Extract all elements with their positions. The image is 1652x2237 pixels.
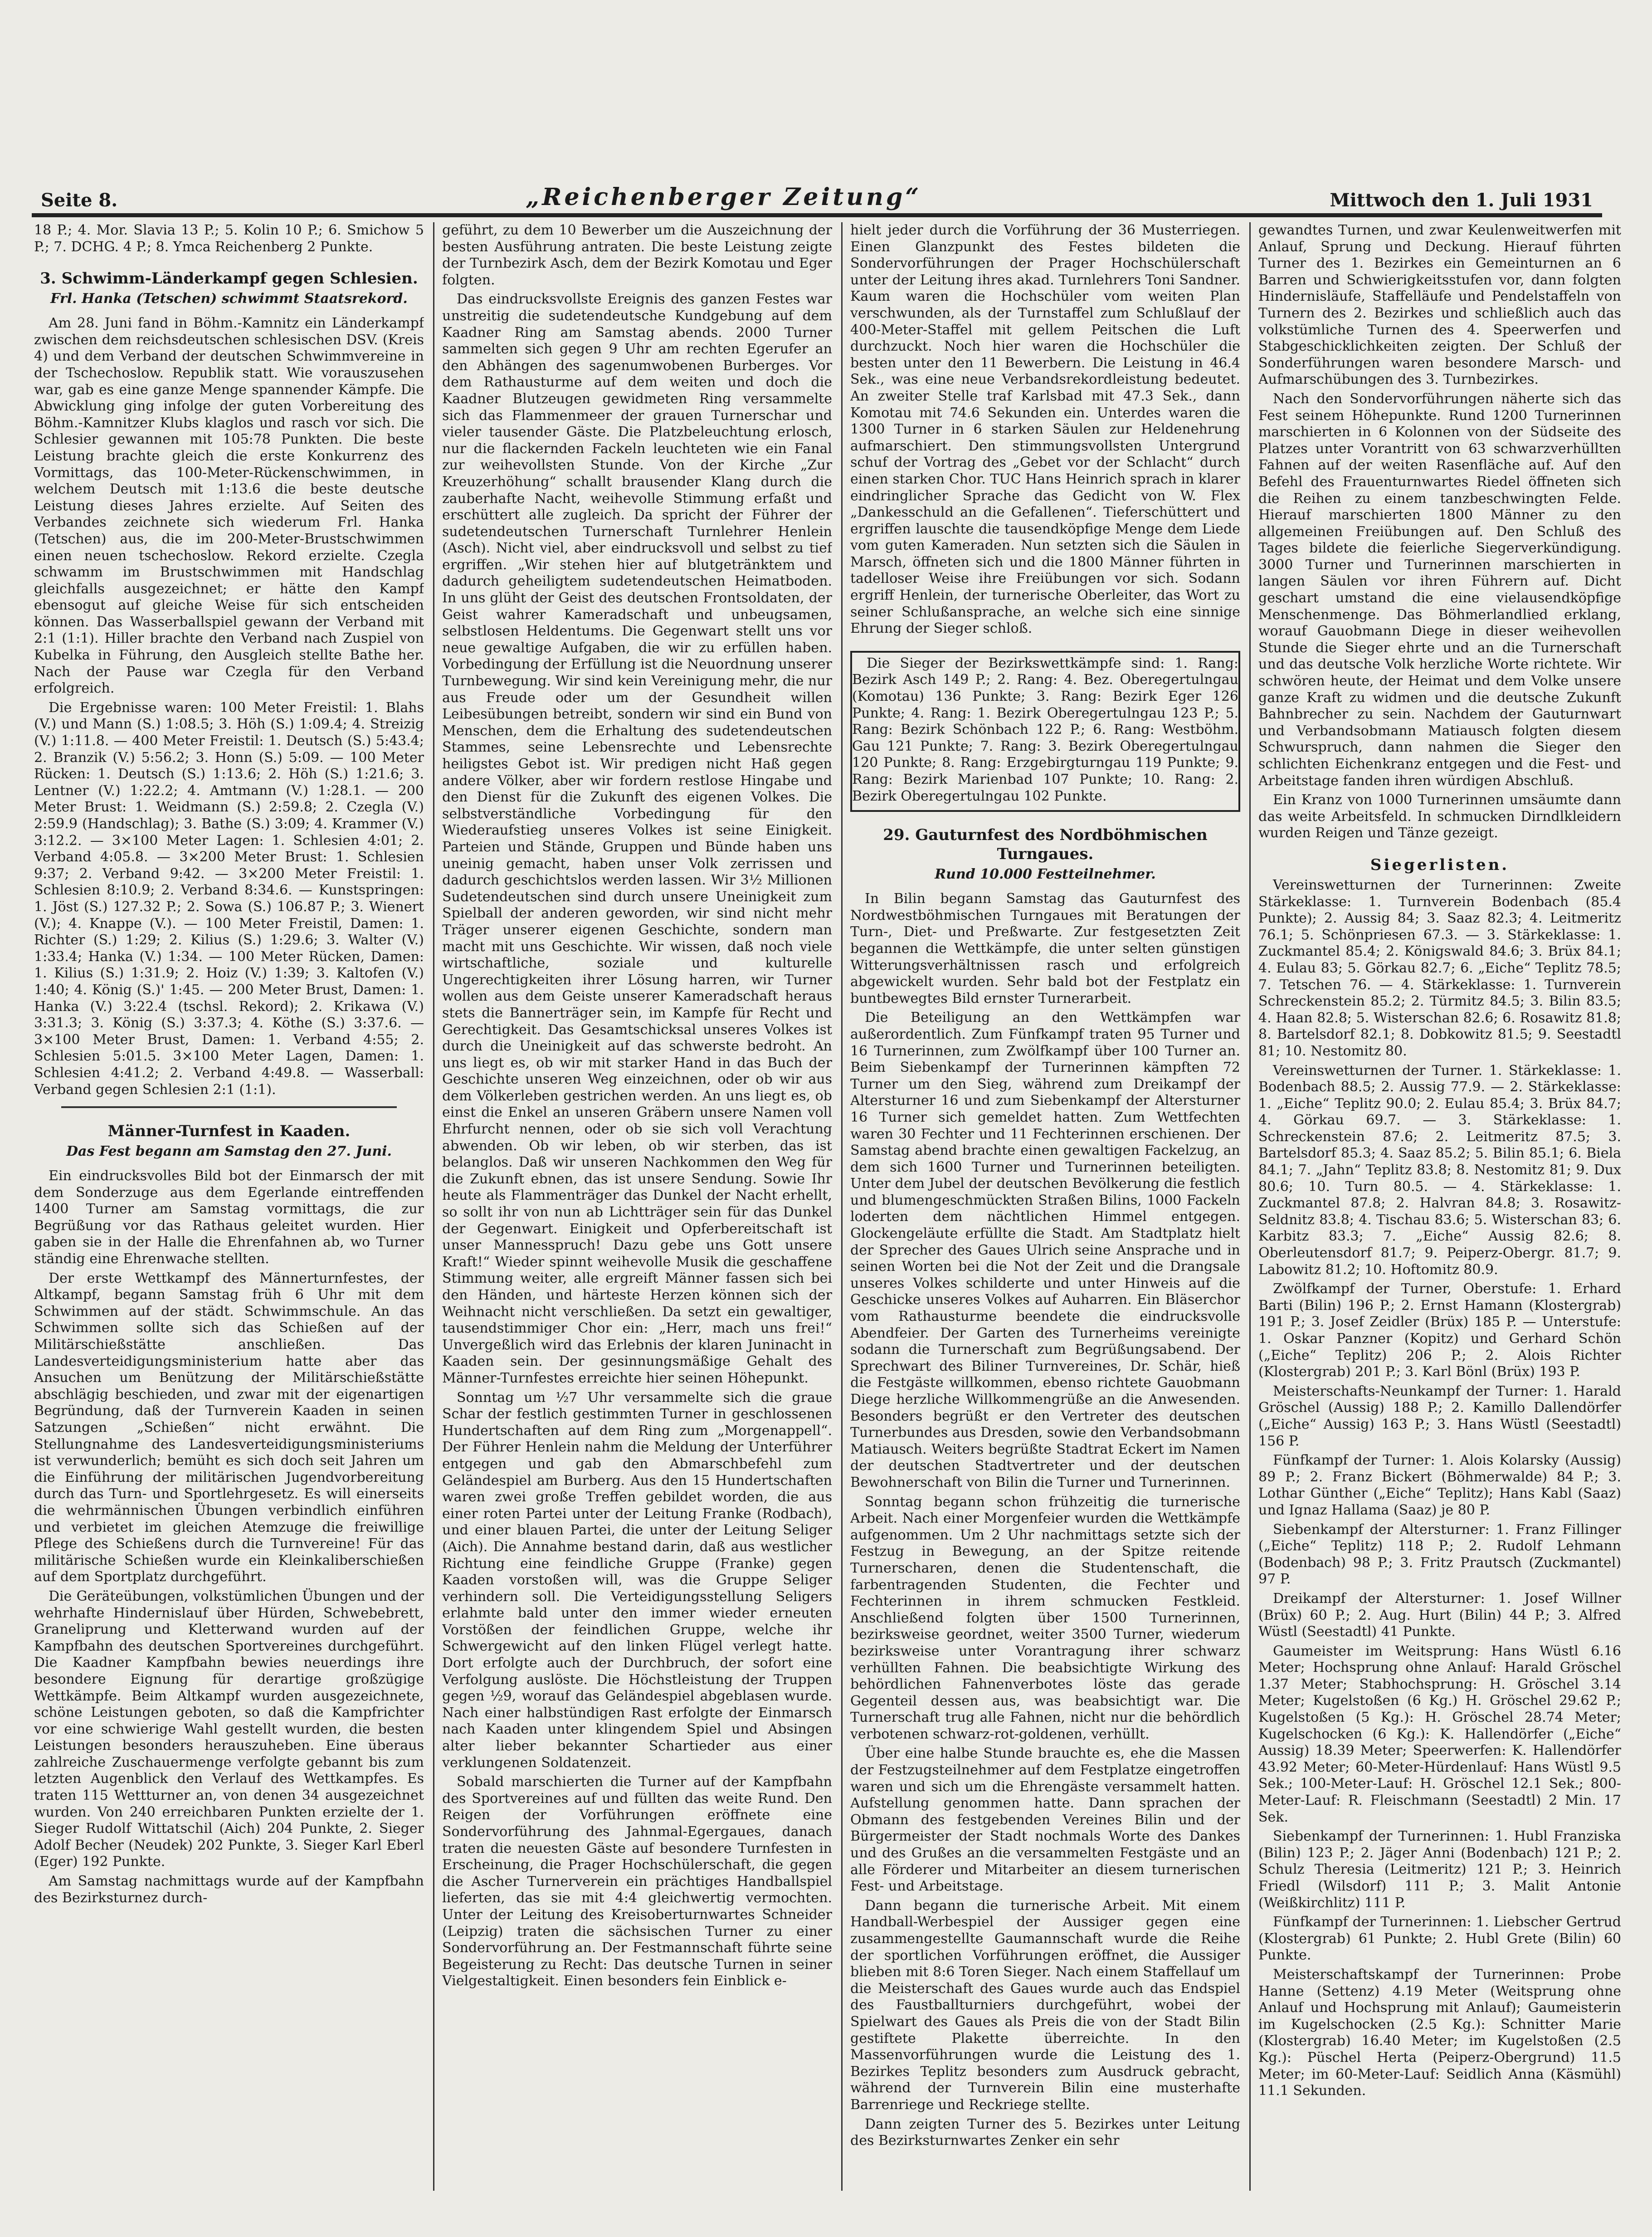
results-paragraph: Dreikampf der Altersturner: 1. Josef Willner (Brüx) 60 P.; 2. Aug. Hurt (Bilin) 44 P.; 3. Alfred Wüstl (Seestadtl) 41 Punkte.	[1258, 1590, 1621, 1640]
paragraph: Der erste Wettkampf des Männerturnfestes, der Altkampf, begann Samstag früh 6 Uhr mit dem Schwimmen auf der städt. Schwimmschule. An das Schwimmen sollte sich das Schießen auf der Militärschießstätte anschließen. Das Landesverteidigungsministerium hatte aber das Ansuchen um Benützung der Militärschießstätte abschlägig beschieden, und zwar mit der eigenartigen Begründung, daß der Turnverein Kaaden in seinen Satzungen „Schießen“ nicht erwähnt. Die Stellungnahme des Landesverteidigungsministeriums ist verwunderlich; bemüht es sich doch seit Jahren um die Einführung der militärischen Jugendvorbereitung durch das Turn- und Sportlehrgesetz. Es will einerseits die wehrmännischen Übungen verbindlich einführen und verbietet im gleichen Atemzuge die freiwillige Pflege des Schießens durch die Turnvereine! Für das militärische Schießen wurde ein Kleinkaliberschießen auf dem Sportplatz durchgeführt.	[34, 1270, 424, 1585]
paragraph: Am 28. Juni fand in Böhm.-Kamnitz ein Länderkampf zwischen dem reichsdeutschen schlesischen DSV. (Kreis 4) und dem Verband der deutschen Schwimmvereine in der Tschechoslow. Republik statt. Wie vorauszusehen war, gab es eine ganze Menge spannender Kämpfe. Die Abwicklung ging infolge der guten Vorbereitung des Böhm.-Kamnitzer Klubs klaglos und rasch vor sich. Die Schlesier gewannen mit 105:78 Punkten. Die beste Leistung brachte gleich die erste Konkurrenz des Vormittags, das 100-Meter-Rückenschwimmen, in welchem Deutsch mit 1:13.6 die beste deutsche Leistung dieses Jahres erzielte. Auf Seiten des Verbandes zeichnete sich wiederum Frl. Hanka (Tetschen) aus, die im 200-Meter-Brustschwimmen einen neuen tschechoslow. Rekord erzielte. Czegla schwamm im Brustschwimmen mit Handschlag gleichfalls ausgezeichnet; er hätte den Kampf ebensogut auf gleiche Weise für sich entscheiden können. Das Wasserballspiel gewann der Verband mit 2:1 (1:1). Hiller brachte den Verband nach Zuspiel von Kubelka in Führung, den Ausgleich stellte Bathe her. Nach der Pause war Czegla für den Verband erfolgreich.	[34, 315, 424, 697]
paragraph: geführt, zu dem 10 Bewerber um die Auszeichnung der besten Ausführung antraten. Die beste Leistung zeigte der Turnbezirk Asch, dem der Bezirk Komotau und Eger folgten.	[442, 222, 832, 288]
column-1	[34, 222, 424, 2186]
paragraph: Ein eindrucksvolles Bild bot der Einmarsch der mit dem Sonderzuge aus dem Egerlande eintreffenden 1400 Turner am Samstag vormittags, die zur Begrüßung vor das Rathaus geleitet wurden. Hier gaben sie in der Halle die Ehrenfahnen ab, wo Turner ständig eine Ehrenwache stellten.	[34, 1168, 424, 1267]
subheadline: Frl. Hanka (Tetschen) schwimmt Staatsrekord.	[50, 291, 408, 307]
results-paragraph: Vereinswetturnen der Turner. 1. Stärkeklasse: 1. Bodenbach 88.5; 2. Aussig 77.9. — 2. Stärkeklasse: 1. „Eiche“ Teplitz 90.0; 2. Eulau 85.4; 3. Brüx 84.7; 4. Görkau 69.7. — 3. Stärkeklasse: 1. Schreckenstein 87.6; 2. Leitmeritz 87.5; 3. Bartelsdorf 85.3; 4. Saaz 85.2; 5. Bilin 85.1; 6. Biela 84.1; 7. „Jahn“ Teplitz 83.8; 8. Nestomitz 81; 9. Dux 80.6; 10. Turn 80.5. — 4. Stärkeklasse: 1. Zuckmantel 87.8; 2. Halvran 84.8; 3. Rosawitz-Seldnitz 83.8; 4. Tischau 83.6; 5. Wisterschan 83; 6. Karbitz 83.3; 7. „Eiche“ Aussig 82.6; 8. Oberleutensdorf 81.7; 9. Peiperz-Obergr. 81.7; 9. Labowitz 81.2; 10. Hoftomitz 80.9.	[1258, 1062, 1621, 1278]
subheadline: Das Fest begann am Samstag den 27. Juni.	[66, 1143, 392, 1160]
paragraph: Sobald marschierten die Turner auf der Kampfbahn des Sportvereines auf und füllten das weite Rund. Den Reigen der Vorführungen eröffnete eine Sondervorführung des Jahnmal-Egergaues, danach traten die neuesten Gäste auf besondere Turnfesten in Erscheinung, die Prager Hochschülerschaft, die gegen die Ascher Turnerverein ein prächtiges Handballspiel lieferten, das sie mit 4:4 gleichwertig vermochten. Unter der Leitung des Kreisoberturnwartes Schneider (Leipzig) traten die sächsischen Turner zu einer Sondervorführung an. Der Festmannschaft führte seine Begeisterung zu Recht: Das deutsche Turnen in seiner Vielgestaltigkeit. Einen besonders fein Einblick e-	[442, 1774, 832, 1989]
paragraph: Die Geräteübungen, volkstümlichen Übungen und der wehrhafte Hindernislauf über Hürden, Schwebebrett, Graneliprung und Kletterwand wurden auf der Kampfbahn des deutschen Sportvereines durchgeführt. Die Kaadner Kampfbahn bewies neuerdings ihre besondere Eignung für derartige großzügige Wettkämpfe. Beim Altkampf wurden ausgezeichnete, schöne Leistungen geboten, so daß die Kampfrichter vor eine schwierige Wahl gestellt wurden, die besten Leistungen besonders herauszuheben. Eine überaus zahlreiche Zuschauermenge verfolgte gebannt bis zum letzten Augenblick den Verlauf des Wettkampfes. Es traten 115 Wettturner an, von denen 34 ausgezeichnet wurden. Von 240 erreichbaren Punkten erzielte der 1. Sieger Rudolf Wittatschil (Aich) 204 Punkte, 2. Sieger Adolf Becher (Neudek) 202 Punkte, 3. Sieger Karl Eberl (Eger) 192 Punkte.	[34, 1588, 424, 1870]
results-paragraph: Zwölfkampf der Turner, Oberstufe: 1. Erhard Barti (Bilin) 196 P.; 2. Ernst Hamann (Klostergrab) 191 P.; 3. Josef Zeidler (Brüx) 185 P. — Unterstufe: 1. Oskar Panzner (Kopitz) und Gerhard Schön („Eiche“ Teplitz) 206 P.; 2. Alois Richter (Klostergrab) 201 P.; 3. Karl Bönl (Brüx) 193 P.	[1258, 1281, 1621, 1380]
headline: 29. Gauturnfest des Nordböhmischen Turngaues.	[883, 826, 1208, 864]
results-paragraph: Fünfkampf der Turner: 1. Alois Kolarsky (Aussig) 89 P.; 2. Franz Bickert (Böhmerwalde) 84 P.; 3. Lothar Günther („Eiche“ Teplitz); Hans Kabl (Saaz) und Ignaz Hallama (Saaz) je 80 P.	[1258, 1452, 1621, 1518]
paragraph: Die Sieger der Bezirkswettkämpfe sind: 1. Rang: Bezirk Asch 149 P.; 2. Rang: 4. Bez. Oberegertulngau (Komotau) 136 Punkte; 3. Rang: Bezirk Eger 126 Punkte; 4. Rang: 1. Bezirk Oberegertulngau 123 P.; 5. Rang: Bezirk Schönbach 122 P.; 6. Rang: Westböhm. Gau 121 Punkte; 7. Rang: 3. Bezirk Oberegertulngau 120 Punkte; 8. Rang: Erzgebirgturngau 119 Punkte; 9. Rang: Bezirk Marienbad 107 Punkte; 10. Rang: 2. Bezirk Oberegertulngau 102 Punkte.	[852, 655, 1238, 804]
paragraph: Ein Kranz von 1000 Turnerinnen umsäumte dann das weite Arbeitsfeld. In schmucken Dirndlkleidern wurden Reigen und Tänze gezeigt.	[1258, 792, 1621, 841]
headline: 3. Schwimm-Länderkampf gegen Schlesien.	[40, 269, 418, 288]
column-2	[442, 222, 832, 2186]
paragraph: Die Beteiligung an den Wettkämpfen war außerordentlich. Zum Fünfkampf traten 95 Turner und 16 Turnerinnen, zum Zwölfkampf über 100 Turner an. Beim Siebenkampf der Turnerinnen kämpften 72 Turner um den Sieg, während zum Dreikampf der Altersturner 16 und zum Siebenkampf der Altersturner 16 Turner sich gemeldet hatten. Zum Wettfechten waren 30 Fechter und 11 Fechterinnen erschienen. Der Samstag abend brachte einen gewaltigen Fackelzug, an dem sich 1600 Turner und Turnerinnen beteiligten. Unter dem Jubel der deutschen Bevölkerung die festlich und blumengeschmückten Straßen Bilins, 1000 Fackeln loderten dem nächtlichen Himmel entgegen. Glockengeläute erfüllte die Stadt. Am Stadtplatz hielt der Sprecher des Gaues Ulrich seine Ansprache und in seinen Worten bei die Not der Zeit und die Drangsale unseres Volkes schilderte und unter Hinweis auf die Geschicke unseres Volkes auf Auharren. Ein Bläserchor vom Rathausturme beendete die eindrucksvolle Abendfeier. Der Garten des Turnerheims vereinigte sodann die Turnerschaft zum Begrüßungsabend. Der Sprechwart des Biliner Turnvereines, Dr. Schär, hieß die Festgäste willkommen, ebenso richtete Gauobmann Diege herzliche Willkommengrüße an die Anwesenden. Besonders begrüßt er den Vertreter des deutschen Turnerbundes aus Dresden, sowie den Verbandsobmann Matiausch. Weiters begrüßte Stadtrat Eckert im Namen der deutschen Stadtvertreter und der deutschen Bewohnerschaft von Bilin die Turner und Turnerinnen.	[850, 1010, 1240, 1490]
masthead	[41, 175, 1593, 211]
paragraph: Dann begann die turnerische Arbeit. Mit einem Handball-Werbespiel der Aussiger gegen eine zusammengestellte Gaumannschaft wurde die Reihe der sportlichen Vorführungen eröffnet, die Aussiger blieben mit 8:6 Toren Sieger. Nach einem Staffellauf um die Meisterschaft des Gaues wurde auch das Endspiel des Faustballturniers durchgeführt, wobei der Spielwart des Gaues als Preis die von der Stadt Bilin gestiftete Plakette überreichte. In den Massenvorführungen wurde die Leistung des 1. Bezirkes Teplitz besonders zum Ausdruck gebracht, während der Turnverein Bilin eine musterhafte Barrenriege und Reckriege stellte.	[850, 1897, 1240, 2113]
paragraph: Sonntag um ½7 Uhr versammelte sich die graue Schar der festlich gestimmten Turner in geschlossenen Hundertschaften auf dem Ring zum „Morgenappell“. Der Führer Henlein nahm die Meldung der Unterführer entgegen und gab den Abmarschbefehl zum Geländespiel am Burberg. Aus den 15 Hundertschaften waren zwei große Treffen gebildet worden, die aus einer roten Partei unter der Leitung Franke (Rodbach), und einer blauen Partei, die unter der Leitung Seliger (Aich). Die Annahme bestand darin, daß aus westlicher Richtung eine feindliche Gruppe (Franke) gegen Kaaden vorstoßen will, was die Gruppe Seliger verhindern soll. Die Verteidigungsstellung Seligers erlahmte bald unter den immer wieder erneuten Vorstößen der feindlichen Gruppe, welche ihr Schwergewicht auf den linken Flügel verlegt hatte. Dort erfolgte auch der Durchbruch, der sofort eine Verfolgung auslöste. Die Höchstleistung der Truppen gegen ½9, worauf das Geländespiel abgeblasen wurde. Nach einer halbstündigen Rast erfolgte der Einmarsch nach Kaaden unter klingendem Spiel und Absingen alter lieber bekannter Schartieder aus einer verklungenen Soldatenzeit.	[442, 1389, 832, 1771]
column-3	[850, 222, 1240, 2186]
results-paragraph: Meisterschafts-Neunkampf der Turner: 1. Harald Gröschel (Aussig) 188 P.; 2. Kamillo Dallendörfer („Eiche“ Aussig) 163 P.; 3. Hans Wüstl (Seestadtl) 156 P.	[1258, 1383, 1621, 1449]
column-divider	[433, 222, 434, 2191]
column-4	[1258, 222, 1621, 2186]
results-paragraph: Vereinswetturnen der Turnerinnen: Zweite Stärkeklasse: 1. Turnverein Bodenbach (85.4 Punkte); 2. Aussig 84; 3. Saaz 82.3; 4. Leitmeritz 76.1; 5. Schönpriesen 67.3. — 3. Stärkeklasse: 1. Zuckmantel 85.4; 2. Königswald 84.6; 3. Brüx 84.1; 4. Eulau 83; 5. Görkau 82.7; 6. „Eiche“ Teplitz 78.5; 7. Tetschen 76. — 4. Stärkeklasse: 1. Turnverein Schreckenstein 85.2; 2. Türmitz 84.5; 3. Bilin 83.5; 4. Haan 82.8; 5. Wisterschan 82.6; 6. Rosawitz 81.8; 8. Bartelsdorf 82.1; 8. Dobkowitz 81.5; 9. Seestadtl 81; 10. Nestomitz 80.	[1258, 877, 1621, 1059]
paragraph: hielt jeder durch die Vorführung der 36 Musterriegen. Einen Glanzpunkt des Festes bildeten die Sondervorführungen der Prager Hochschülerschaft unter der Leitung ihres akad. Turnlehrers Toni Sandner. Kaum waren die Hochschüler vom weiten Plan verschwunden, als der Turnstaffel zum Schlußlauf der 400-Meter-Staffel mit gellem Peitschen die Luft durchzuckt. Noch hier waren die Hochschüler die besten unter den 11 Bewerbern. Die Leistung in 46.4 Sek., was eine neue Verbandsrekordleistung bedeutet. An zweiter Stelle traf Karlsbad mit 47.3 Sek., dann Komotau mit 74.6 Sekunden ein. Unterdes waren die 1300 Turner in 6 starken Säulen zur Heldenehrung aufmarschiert. Den stimmungsvollsten Untergrund schuf der Vortrag des „Gebet vor der Schlacht“ durch einen starken Chor. TUC Hans Heinrich sprach in klarer eindringlicher Sprache das Gedicht von W. Flex „Dankesschuld an die Gefallenen“. Tieferschüttert und ergriffen lauschte die tausendköpfige Menge dem Liede vom guten Kameraden. Nun setzten sich die Säulen in Marsch, öffneten sich und die 1800 Männer führten in tadelloser Weise ihre Freiübungen vor sich. Sodann ergriff Henlein, der turnerische Oberleiter, das Wort zu seiner Schlußansprache, an welche sich eine sinnige Ehrung der Sieger schloß.	[850, 222, 1240, 637]
results-paragraph: Die Ergebnisse waren: 100 Meter Freistil: 1. Blahs (V.) und Mann (S.) 1:08.5; 3. Höh (S.) 1:09.4; 4. Streizig (V.) 1:11.8. — 400 Meter Freistil: 1. Deutsch (S.) 5:43.4; 2. Branzik (V.) 5:56.2; 3. Honn (S.) 5:09. — 100 Meter Rücken: 1. Deutsch (S.) 1:13.6; 2. Höh (S.) 1:21.6; 3. Lentner (V.) 1:22.2; 4. Amtmann (V.) 1:28.1. — 200 Meter Brust: 1. Weidmann (S.) 2:59.8; 2. Czegla (V.) 2:59.9 (Handschlag); 3. Bathe (S.) 3:09; 4. Krammer (V.) 3:12.2. — 3×100 Meter Lagen: 1. Schlesien 4:01; 2. Verband 4:05.8. — 3×200 Meter Brust: 1. Schlesien 9:37; 2. Verband 9:42. — 3×200 Meter Freistil: 1. Schlesien 8:10.9; 2. Verband 8:34.6. — Kunstspringen: 1. Jöst (S.) 127.32 P.; 2. Sowa (S.) 106.87 P.; 3. Wienert (V.); 4. Knappe (V.). — 100 Meter Freistil, Damen: 1. Richter (S.) 1:29; 2. Kilius (S.) 1:29.6; 3. Walter (V.) 1:33.4; Hanka (V.) 1:34. — 100 Meter Rücken, Damen: 1. Kilius (S.) 1:31.9; 2. Hoiz (V.) 1:39; 3. Kaltofen (V.) 1:40; 4. König (S.)' 1:45. — 200 Meter Brust, Damen: 1. Hanka (V.) 3:22.4 (tschsl. Rekord); 2. Krikawa (V.) 3:31.3; 3. König (S.) 3:37.3; 4. Köthe (S.) 3:37.6. — 3×100 Meter Brust, Damen: 1. Verband 4:55; 2. Schlesien 5:01.5. 3×100 Meter Lagen, Damen: 1. Schlesien 4:41.2; 2. Verband 4:49.8. — Wasserball: Verband gegen Schlesien 2:1 (1:1).	[34, 699, 424, 1098]
column-divider	[1249, 222, 1251, 2191]
paragraph: Das eindrucksvollste Ereignis des ganzen Festes war unstreitig die sudetendeutsche Kundgebung auf dem Kaadner Ring am Samstag abends. 2000 Turner sammelten sich gegen 9 Uhr am rechten Egerufer an den Abhängen des sagenumwobenen Burberges. Vor dem Rathausturme auf dem weiten und doch die Kaadner Blutzeugen gewidmeten Ring versammelte sich das Flammenmeer der grauen Turnerschar und vieler tausender Gäste. Die Platzbeleuchtung erlosch, nur die flackernden Fackeln leuchteten wie ein Fanal zur weihevollsten Stunde. Von der Kirche „Zur Kreuzerhöhung“ schallt brausender Klang durch die zauberhafte Nacht, weihevolle Stimmung erfaßt und erschüttert alle zugleich. Da spricht der Führer der sudetendeutschen Turnerschaft Turnlehrer Henlein (Asch). Nicht viel, aber eindrucksvoll und selbst zu tief ergriffen. „Wir stehen hier auf blutgetränktem und dadurch geheiligtem sudetendeutschen Heimatboden. In uns glüht der Geist des deutschen Frontsoldaten, der Geist wahrer Kameradschaft und unbeugsamen, selbstlosen Heldentums. Die Gegenwart stellt uns vor neue gewaltige Aufgaben, die wir zu erfüllen haben. Vorbedingung der Erfüllung ist die Neuordnung unserer Turnbewegung. Wir sind kein Vereinigung mehr, die nur aus Freude oder um der Gesundheit willen Leibesübungen betreibt, sondern wir sind ein Bund von Menschen, dem die Erhaltung des sudetendeutschen Stammes, seine Lebensrechte und Lebensrechte heiligstes Gebot ist. Wir predigen nicht Haß gegen andere Völker, aber wir fordern restlose Hingabe und den Dienst für die Zukunft des eigenen Volkes. Die selbstverständliche Vorbedingung für den Wiederaufstieg unseres Volkes ist seine Einigkeit. Parteien und Stände, Gruppen und Bünde haben uns uneinig gemacht, haben unser Volk zerrissen und dadurch geschichtslos werden lassen. Wir 3½ Millionen Sudetendeutschen sind durch unsere Uneinigkeit zum Spielball der anderen geworden, wir sind nicht mehr Träger unserer eigenen Geschichte, sondern man macht mit uns Geschichte. Wir wissen, daß noch viele wirtschaftliche, soziale und kulturelle Ungerechtigkeiten ihrer Lösung harren, wir Turner wollen aus dem Geiste unserer Kameradschaft heraus stets die Bannerträger sein, im Kampfe für Recht und Gerechtigkeit. Das Gesamtschicksal unseres Volkes ist durch die Uneinigkeit auf das schwerste bedroht. An uns liegt es, ob wir mit starker Hand in das Buch der Geschichte unseren Weg einzeichnen, oder ob wir aus dem Völkerleben gestrichen werden. An uns liegt es, ob einst die Enkel an unseren Gräbern unsere Namen voll Ehrfurcht nennen, oder ob sie sich voll Verachtung abwenden. Ob wir leben, ob wir sterben, das ist belanglos. Daß wir unseren Nachkommen den Weg für die Zukunft ebnen, das ist unsere Sendung. Sowie Ihr heute als Flammenträger das Dunkel der Nacht erhellt, so sollt ihr von nun ab Lichtträger sein für das Dunkel der Gegenwart. Einigkeit und Opferbereitschaft ist unser Mannesspruch! Dazu gebe uns Gott unsere Kraft!“ Wieder spinnt weihevolle Musik die geschaffene Stimmung weiter, alle ergreift Männer fassen sich bei den Händen, und härteste Herzen können sich der Weihnacht nicht verschließen. Da setzt ein gewaltiger, tausendstimmiger Chor ein: „Herr, mach uns frei!“ Unvergeßlich wird das Erlebnis der klaren Juninacht in Kaaden sein. Der gesinnungsmäßige Gehalt des Männer-Turnfestes erreichte hier seinen Höhepunkt.	[442, 291, 832, 1386]
paragraph: 18 P.; 4. Mor. Slavia 13 P.; 5. Kolin 10 P.; 6. Smichow 5 P.; 7. DCHG. 4 P.; 8. Ymca Reichenberg 2 Punkte.	[34, 222, 424, 255]
results-paragraph: Meisterschaftskampf der Turnerinnen: Probe Hanne (Settenz) 4.19 Meter (Weitsprung ohne Anlauf und Hochsprung mit Anlauf); Gaumeisterin im Kugelschocken (2.5 Kg.): Schnitter Marie (Klostergrab) 16.40 Meter; im Kugelstoßen (2.5 Kg.): Püschel Herta (Peiperz-Obergrund) 11.5 Meter; im 60-Meter-Lauf: Seidlich Anna (Käsmühl) 11.1 Sekunden.	[1258, 1966, 1621, 2099]
issue-date: Mittwoch den 1. Juli 1931	[1330, 190, 1593, 211]
winners-box	[850, 651, 1240, 812]
page-number: Seite 8.	[41, 190, 118, 211]
results-paragraph: Siebenkampf der Turnerinnen: 1. Hubl Franziska (Bilin) 123 P.; 2. Jäger Anni (Bodenbach) 121 P.; 2. Schulz Theresia (Leitmeritz) 121 P.; 3. Heinrich Friedl (Wilsdorf) 111 P.; 3. Malit Antonie (Weißkirchlitz) 111 P.	[1258, 1828, 1621, 1911]
paragraph: Über eine halbe Stunde brauchte es, ehe die Massen der Festzugsteilnehmer auf dem Festplatze eingetroffen waren und sich um die Ehrengäste versammelt hatten. Aufstellung genommen hatte. Dann sprachen der Obmann des festgebenden Vereines Bilin und der Bürgermeister der Stadt nochmals Worte des Dankes und des Grußes an die versammelten Festgäste und an alle Förderer und Mitarbeiter an diesem turnerischen Fest- und Arbeitstage.	[850, 1745, 1240, 1895]
results-paragraph: Gaumeister im Weitsprung: Hans Wüstl 6.16 Meter; Hochsprung ohne Anlauf: Harald Gröschel 1.37 Meter; Stabhochsprung: H. Gröschel 3.14 Meter; Kugelstoßen (6 Kg.) H. Gröschel 29.62 P.; Kugelstoßen (5 Kg.): H. Gröschel 28.74 Meter; Kugelschocken (6 Kg.): K. Hallendörfer („Eiche“ Aussig) 18.39 Meter; Speerwerfen: K. Hallendörfer 43.92 Meter; 60-Meter-Hürdenlauf: Hans Wüstl 9.5 Sek.; 100-Meter-Lauf: H. Gröschel 12.1 Sek.; 800-Meter-Lauf: R. Fleischmann (Seestadtl) 2 Min. 17 Sek.	[1258, 1643, 1621, 1825]
header-rule	[32, 213, 1602, 217]
paragraph: Sonntag begann schon frühzeitig die turnerische Arbeit. Nach einer Morgenfeier wurden die Wettkämpfe aufgenommen. Um 2 Uhr nachmittags setzte sich der Festzug in Bewegung, an der Spitze reitende Turnerscharen, denen die Studentenschaft, die farbentragenden Studenten, die Fechter und Fechterinnen in ihrem schmucken Festkleid. Anschließend folgten über 1500 Turnerinnen, bezirksweise geordnet, weiter 3500 Turner, wiederum bezirksweise unter Vorantragung ihrer schwarz verhüllten Fahnen. Die beabsichtigte Wirkung des behördlichen Fahnenverbotes löste das gerade Gegenteil dessen aus, was beabsichtigt war. Die Turnerschaft trug alle Fahnen, nicht nur die behördlich verbotenen schwarz-rot-goldenen, verhüllt.	[850, 1494, 1240, 1742]
headline: Siegerlisten.	[1370, 855, 1510, 874]
results-paragraph: Fünfkampf der Turnerinnen: 1. Liebscher Gertrud (Klostergrab) 61 Punkte; 2. Hubl Grete (Bilin) 60 Punkte.	[1258, 1914, 1621, 1963]
paragraph: gewandtes Turnen, und zwar Keulenweitwerfen mit Anlauf, Sprung und Deckung. Hierauf führten Turner des 1. Bezirkes ein Gemeinturnen an 6 Barren und Schwierigkeitsstufen vor, dann folgten Hindernisläufe, Staffelläufe und Pendelstaffeln von Turnern des 2. Bezirkes und schließlich auch das volkstümliche Turnen des 4. Speerwerfen und Stabgeschicklichkeiten zeigten. Der Schluß der Sonderführungen waren besondere Marsch- und Aufmarschübungen des 3. Turnbezirkes.	[1258, 222, 1621, 388]
paragraph: Dann zeigten Turner des 5. Bezirkes unter Leitung des Bezirksturnwartes Zenker ein sehr	[850, 2116, 1240, 2149]
section-rule	[61, 1106, 397, 1108]
results-paragraph: Siebenkampf der Altersturner: 1. Franz Fillinger („Eiche“ Teplitz) 118 P.; 2. Rudolf Lehmann (Bodenbach) 98 P.; 3. Fritz Prautsch (Zuckmantel) 97 P.	[1258, 1521, 1621, 1587]
headline: Männer-Turnfest in Kaaden.	[107, 1122, 351, 1141]
subheadline: Rund 10.000 Festteilnehmer.	[935, 866, 1156, 883]
paragraph: Nach den Sondervorführungen näherte sich das Fest seinem Höhepunkte. Rund 1200 Turnerinnen marschierten in 6 Kolonnen von der Südseite des Platzes unter Vorantritt von 63 schwarzverhüllten Fahnen auf der weiten Rasenfläche auf. Auf den Befehl des Frauenturnwartes Riedel öffneten sich die Reihen zu einem tanzbeschwingten Felde. Hierauf marschierten 1800 Männer zu den allgemeinen Freiübungen auf. Den Schluß des Tages bildete die feierliche Siegerverkündigung. 3000 Turner und Turnerinnen marschierten in langen Säulen vor ihren Führern auf. Dicht geschart umstand die eine vielausendköpfige Menschenmenge. Das Böhmerlandlied erklang, worauf Gauobmann Diege in dieser weihevollen Stunde die Sieger ehrte und an die Turnerschaft und das deutsche Volk herzliche Worte richtete. Wir schwören heute, der Heimat und dem Volke unsere ganze Kraft zu widmen und die deutsche Zukunft Bahnbrecher zu sein. Nachdem der Gauturnwart und Verbandsobmann Matiausch folgten diesem Schwurspruch, dann nahmen die Sieger den schlichten Eichenkranz entgegen und die Fest- und Arbeitstage fanden ihren würdigen Abschluß.	[1258, 391, 1621, 789]
paragraph: Am Samstag nachmittags wurde auf der Kampfbahn des Bezirksturnez durch-	[34, 1873, 424, 1906]
paragraph: In Bilin begann Samstag das Gauturnfest des Nordwestböhmischen Turngaues mit Beratungen der Turn-, Diet- und Preßwarte. Zur festgesetzten Zeit begannen die Wettkämpfe, die unter selten günstigen Witterungsverhältnissen rasch und erfolgreich abgewickelt wurden. Sehr bald bot der Festplatz ein buntbewegtes Bild ernster Turnerarbeit.	[850, 891, 1240, 1006]
newspaper-title: „Reichenberger Zeitung“	[526, 183, 922, 211]
column-divider	[841, 222, 843, 2191]
